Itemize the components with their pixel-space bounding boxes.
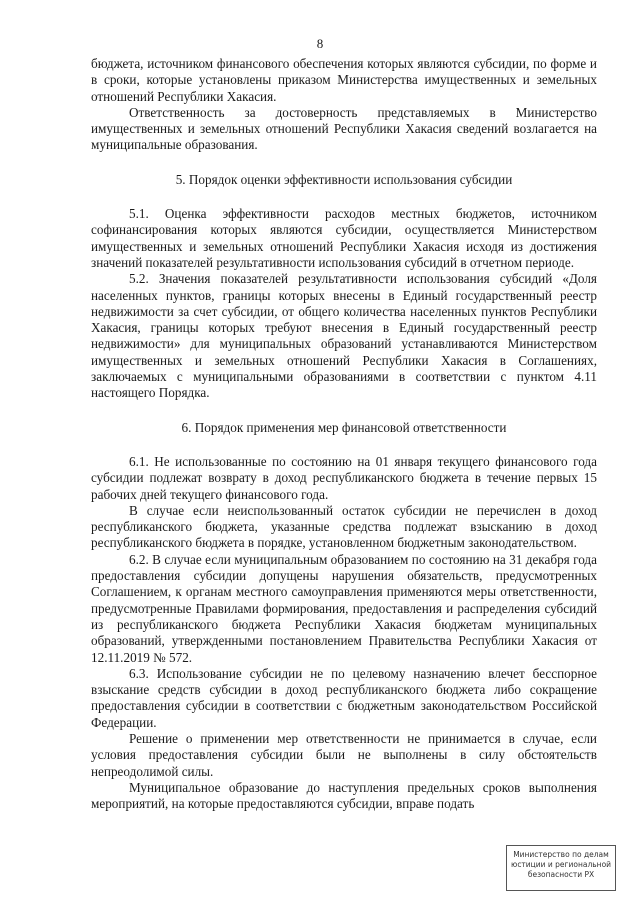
stamp-line-2: юстиции и региональной [511, 860, 612, 869]
paragraph-municipal-right: Муниципальное образование до наступления предельных сроков выполнения мероприятий, на которые предоставляются субсидии, вправе подать [91, 779, 597, 812]
section-heading-5: 5. Порядок оценки эффективности использования субсидии [175, 171, 513, 187]
paragraph-6-3: 6.3. Использование субсидии не по целевому назначению влечет бесспорное взыскание средств субсидии в доход республиканского бюджета либо сокращение предоставления субсидии в соответствии с бюджетным законодательством Российской Федерации. [91, 665, 597, 730]
paragraph-6-1: 6.1. Не использованные по состоянию на 01 января текущего финансового года субсидии подлежат возврату в доход республиканского бюджета в течение первых 15 рабочих дней текущего финансового года. [91, 453, 597, 502]
stamp-line-1: Министерство по делам [513, 850, 609, 859]
page-number: 8 [316, 36, 324, 51]
paragraph-continuation: бюджета, источником финансового обеспечения которых являются субсидии, по форме и в сроки, которые установлены приказом Министерства имущественных и земельных отношений Республики Хакасия. [91, 56, 597, 104]
ministry-stamp [506, 845, 616, 891]
paragraph-5-2: 5.2. Значения показателей результативности использования субсидий «Доля населенных пунктов, границы которых внесены в Единый государственный реестр недвижимости за счет субсидии, от общего количества населенных пунктов Республики Хакасия, границы которых требуют внесения в Единый государственный реестр недвижимости» для муниципальных образований устанавливаются Министерством имущественных и земельных отношений Республики Хакасия в Соглашениях, заключаемых с муниципальными образованиями в соответствии с пунктом 4.11 настоящего Порядка. [91, 271, 597, 401]
paragraph-unused-balance: В случае если неиспользованный остаток субсидии не перечислен в доход республиканского бюджета, указанные средства подлежат взысканию в доход республиканского бюджета в порядке, установленном бюджетным законодательством. [91, 502, 597, 551]
paragraph-6-2: 6.2. В случае если муниципальным образованием по состоянию на 31 декабря года предоставления субсидии допущены нарушения обязательств, предусмотренных Соглашением, к органам местного самоуправления применяются меры ответственности, предусмотренные Правилами формирования, предоставления и распределения субсидий из республиканского бюджета Республики Хакасия бюджетам муниципальных образований, утвержденными постановлением Правительства Республики Хакасия от 12.11.2019 № 572. [91, 551, 597, 665]
stamp-line-3: безопасности РХ [527, 870, 595, 879]
section-heading-6: 6. Порядок применения мер финансовой ответственности [181, 419, 507, 435]
document-body [91, 56, 597, 812]
paragraph-force-majeure: Решение о применении мер ответственности не принимается в случае, если условия предоставления субсидии были не выполнены в силу обстоятельств непреодолимой силы. [91, 730, 597, 779]
paragraph-5-1: 5.1. Оценка эффективности расходов местных бюджетов, источником софинансирования которых являются субсидии, осуществляется Министерством имущественных и земельных отношений Республики Хакасия исходя из достижения значений показателей результативности использования субсидий в отчетном периоде. [91, 206, 597, 270]
paragraph-responsibility: Ответственность за достоверность представляемых в Министерство имущественных и земельных отношений Республики Хакасия сведений возлагается на муниципальные образования. [91, 104, 597, 153]
